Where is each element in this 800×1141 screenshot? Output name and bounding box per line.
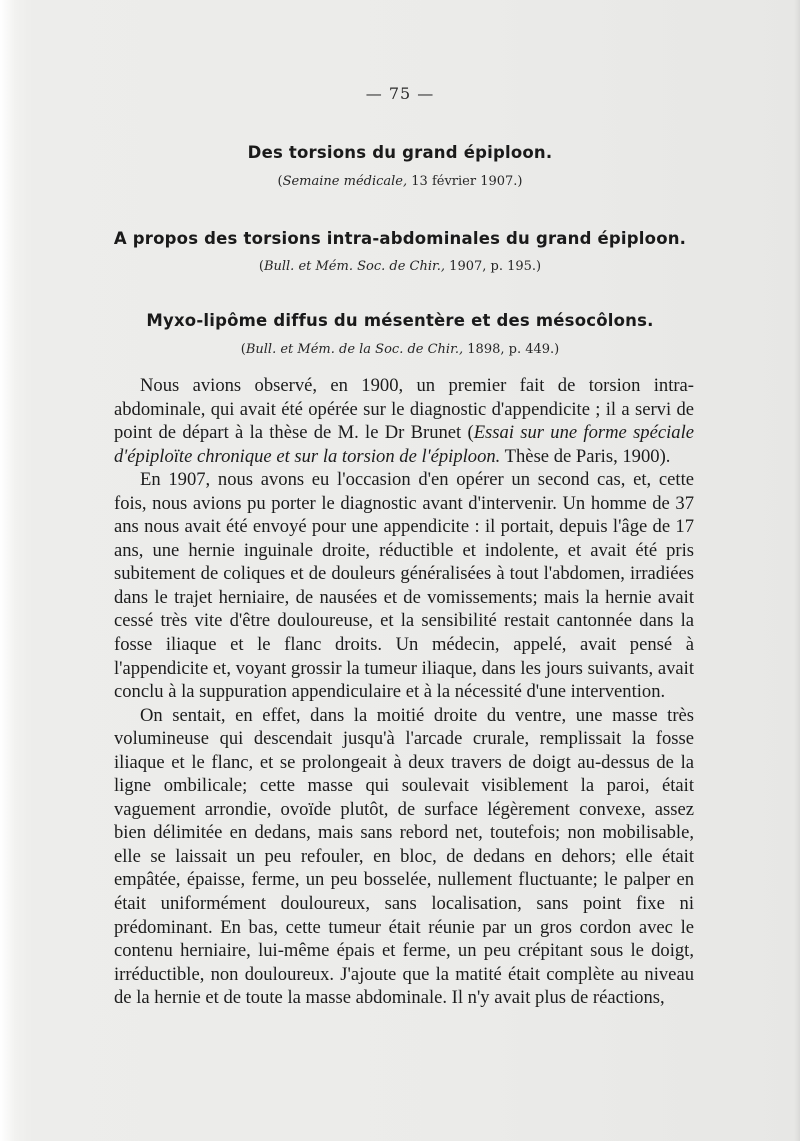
page-edge-shadow — [0, 0, 14, 1141]
page-number: — 75 — — [365, 84, 435, 103]
section-ref-3-detail: 1898, p. 449.) — [463, 342, 560, 357]
paragraph-2: En 1907, nous avons eu l'occasion d'en opérer un second cas, et, cette fois, nous avions pu porter le diagnostic avant d'intervenir. Un homme de 37 ans nous avait été envoyé pour une appendicite : il portait, depuis l'âge de 17 ans, une hernie inguinale droite, réductible et indolente, et avait été pris subitement de coliques et de douleurs généralisées à tout l'abdomen, irradiées dans le trajet herniaire, de nausées et de vomissements; mais la hernie avait cessé très vite d'être douloureuse, et la sensibilité restait cantonnée dans la fosse iliaque et le flanc droits. Un médecin, appelé, avait pensé à l'appendicite et, voyant grossir la tumeur iliaque, dans les jours suivants, avait conclu à la suppuration appendiculaire et à la nécessité d'une intervention. — [114, 469, 694, 703]
paragraph-1 — [114, 374, 694, 468]
section-ref-3: (Bull. et Mém. de la Soc. de Chir., 1898, p. 449.) — [240, 342, 560, 357]
paragraph-3: On sentait, en effet, dans la moitié droite du ventre, une masse très volumineuse qui descendait jusqu'à l'arcade crurale, remplissait la fosse iliaque et le flanc, et se prolongeait à deux travers de doigt au-dessus de la ligne ombilicale; cette masse qui soulevait visiblement la paroi, était vaguement arrondie, ovoïde plutôt, de surface légèrement convexe, assez bien délimitée en dedans, mais sans rebord net, toutefois; non mobilisable, elle se laissait un peu refouler, en bloc, de dedans en dehors; elle était empâtée, épaisse, ferme, un peu bosselée, nullement fluctuante; le palper en était uniformément douloureux, sans localisation, sans point fixe ni prédominant. En bas, cette tumeur était réunie par un gros cordon avec le contenu herniaire, lui-même épais et ferme, un peu crépitant sous le doigt, irréductible, non douloureux. J'ajoute que la matité était complète au niveau de la hernie et de toute la masse abdominale. Il n'y avait plus de réactions, — [114, 704, 694, 1009]
section-ref-2: (Bull. et Mém. Soc. de Chir., 1907, p. 195.) — [258, 259, 542, 274]
section-title-1: Des torsions du grand épiploon. — [247, 143, 553, 162]
section-title-3: Myxo-lipôme diffus du mésentère et des mésocôlons. — [146, 311, 654, 330]
paragraph-1-citation: Essai sur une forme spéciale d'épiploïte chronique et sur la torsion de l'épiploon. — [114, 422, 694, 467]
section-ref-1-detail: 13 février 1907.) — [407, 174, 523, 189]
section-title-2: A propos des torsions intra-abdominales du grand épiploon. — [113, 229, 687, 248]
paragraph-1-tail: Thèse de Paris, 1900). — [500, 445, 671, 467]
page-fold-shadow — [794, 0, 800, 1141]
paragraph-1-text: Nous avions observé, en 1900, un premier fait de torsion intra-abdominale, qui avait été opérée sur le diagnostic d'appendicite ; il a servi de point de départ à la thèse de M. le Dr Brunet ( — [114, 375, 694, 444]
section-ref-2-source: Bull. et Mém. Soc. de Chir., — [263, 259, 446, 274]
section-ref-3-source: Bull. et Mém. de la Soc. de Chir., — [245, 342, 464, 357]
section-ref-2-detail: 1907, p. 195.) — [445, 259, 542, 274]
section-ref-1: (Semaine médicale, 13 février 1907.) — [277, 174, 523, 189]
body-text — [114, 374, 694, 1010]
section-ref-1-source: Semaine médicale, — [282, 174, 408, 189]
